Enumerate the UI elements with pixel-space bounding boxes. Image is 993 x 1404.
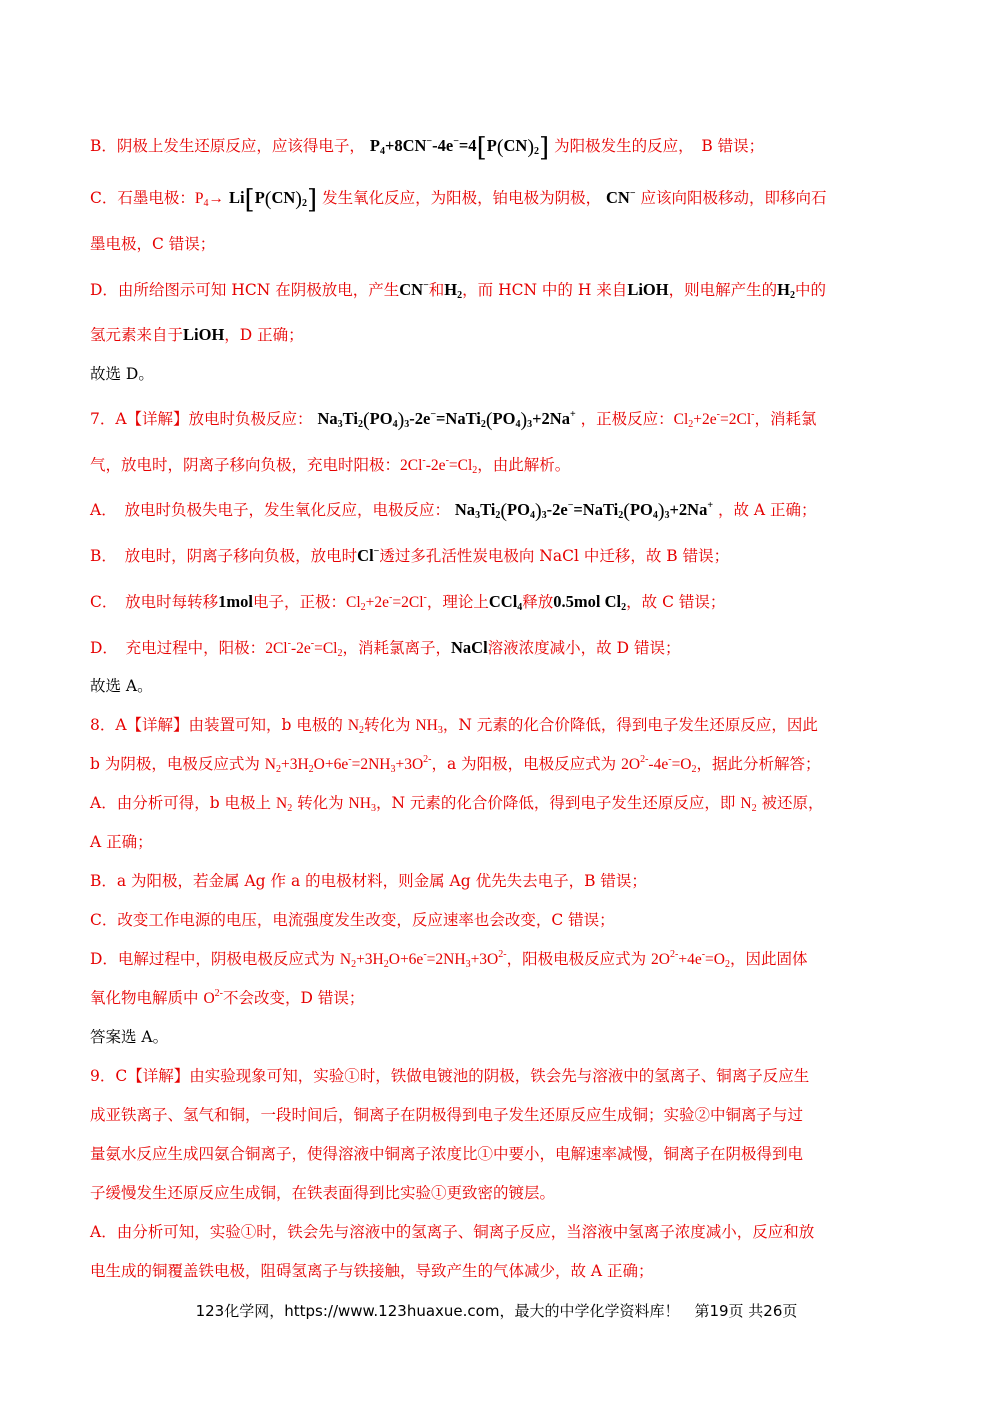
text-segment: D．由所给图示可知 HCN 在阴极放电，产生 bbox=[90, 281, 400, 299]
text-segment: ，则电解产生的 bbox=[668, 281, 778, 299]
answer-7d-line bbox=[90, 636, 911, 661]
text-line: 墨电极，C 错误； bbox=[90, 235, 216, 253]
text-segment: 发生氧化反应，为阳极，铂电极为阴极， bbox=[322, 189, 602, 207]
text-segment: 应该向阳极移动，即移向石 bbox=[640, 189, 827, 207]
answer-7a-line bbox=[90, 498, 911, 522]
formula-h2: $H_2$ bbox=[777, 280, 795, 301]
text-line: B．a 为阳极，若金属 Ag 作 a 的电极材料，则金属 Ag 优先失去电子，B 错误； bbox=[90, 872, 647, 890]
formula-lioh: LiOH bbox=[627, 280, 669, 299]
answer-8-line: 8．A【详解】由装置可知，b 电极的 $N_2$转化为 $NH_3$，N 元素的化合价降低，得到电子发生还原反应，因此 bbox=[90, 716, 818, 736]
answer-7-line bbox=[90, 407, 911, 432]
text-segment: 电子，正极：$Cl_2+2e^-=2Cl^-$，理论上 bbox=[252, 592, 489, 613]
formula-nacl: NaCl bbox=[450, 638, 488, 657]
answer-7b-line bbox=[90, 544, 911, 568]
answer-6d-line bbox=[90, 278, 911, 302]
text-line bbox=[90, 453, 911, 478]
text-line: 氧化物电解质中 $O^{2-}$不会改变，D 错误； bbox=[90, 988, 365, 1007]
text-segment: ，故 C 错误； bbox=[626, 593, 726, 611]
text-line: 子缓慢发生还原反应生成铜，在铁表面得到比实验①更致密的镀层。 bbox=[90, 1184, 556, 1202]
text-line: D．电解过程中，阴极电极反应式为 $N_2+3H_2O+6e^-=2NH_3+3O^{2-}$，阳极电极反应式为 $2O^{2-}+4e^-=O_2$，因此固体 bbox=[90, 949, 808, 970]
formula-cl2: 0.5mol $Cl_2$ bbox=[553, 592, 627, 613]
text-segment: ，故 A 正确； bbox=[718, 501, 817, 519]
formula-cn: CN− bbox=[399, 280, 429, 299]
text-segment: ，而 HCN 中的 H 来自 bbox=[462, 281, 628, 299]
formula-cl: Cl− bbox=[357, 546, 380, 565]
formula-p4-cn: $P_4+8CN^--4e^-=4[P(CN)_2]$ bbox=[369, 133, 550, 163]
formula-1mol: 1mol bbox=[218, 592, 253, 611]
formula-li-p-cn: $Li[P(CN)_2]$ bbox=[228, 185, 318, 215]
text-segment: 7．A【详解】放电时负极反应： bbox=[90, 410, 313, 428]
text-line: 故选 A。 bbox=[90, 677, 153, 695]
text-segment: ，D 正确； bbox=[224, 326, 304, 344]
text-segment: C． 放电时每转移 bbox=[90, 593, 219, 611]
text-line: 电生成的铜覆盖铁电极，阻碍氢离子与铁接触，导致产生的气体减少，故 A 正确； bbox=[90, 1262, 654, 1280]
page-footer: 123化学网，https://www.123huaxue.com，最大的中学化学资料库！ 第19页 共26页 bbox=[195, 1302, 798, 1320]
text-segment: 中的 bbox=[794, 281, 826, 299]
text-line: 故选 D。 bbox=[90, 365, 154, 383]
formula-cn: CN− bbox=[606, 188, 636, 207]
text-segment: ，正极反应：$Cl_2+2e^-=2Cl^-$，消耗氯 bbox=[580, 409, 817, 430]
text-segment: C．石墨电极：$P_4\to$ bbox=[90, 189, 224, 209]
text-segment: 为阳极发生的反应， B 错误； bbox=[554, 137, 765, 155]
formula-h2: $H_2$ bbox=[444, 280, 463, 301]
text-line: b 为阴极，电极反应式为 $N_2+3H_2O+6e^-=2NH_3+3O^{2-}$，a 为阳极，电极反应式为 $2O^{2-}-4e^-=O_2$，据此分析解答； bbox=[90, 754, 821, 775]
answer-7c-line bbox=[90, 590, 911, 615]
text-line: A．由分析可知，实验①时，铁会先与溶液中的氢离子、铜离子反应，当溶液中氢离子浓度减小，反应和放 bbox=[90, 1223, 815, 1241]
text-segment: 气，放电时，阴离子移向负极，充电时阳极：$2Cl^--2e^-=Cl_2$，由此解析。 bbox=[90, 455, 571, 476]
text-segment: B．阴极上发生还原反应，应该得电子， bbox=[90, 137, 365, 155]
text-line: 成亚铁离子、氢气和铜，一段时间后，铜离子在阴极得到电子发生还原反应生成铜；实验②中铜离子与过 bbox=[90, 1106, 804, 1124]
formula-nati-reaction: $Na_3Ti_2(PO_4)_3-2e^-=NaTi_2(PO_4)_3+2Na^+$ bbox=[454, 500, 714, 522]
text-line bbox=[90, 323, 911, 347]
text-line: 答案选 A。 bbox=[90, 1028, 169, 1046]
text-segment: 溶液浓度减小，故 D 错误； bbox=[487, 639, 681, 657]
answer-9-line: 9．C【详解】由实验现象可知，实验①时，铁做电镀池的阴极，铁会先与溶液中的氢离子、铜离子反应生 bbox=[90, 1067, 810, 1085]
text-line: C．改变工作电源的电压，电流强度发生改变，反应速率也会改变，C 错误； bbox=[90, 911, 615, 929]
text-segment: 和 bbox=[428, 281, 445, 299]
formula-ccl4: CCl$_4$ bbox=[488, 592, 523, 613]
text-segment: 释放 bbox=[522, 593, 554, 611]
formula-lioh: LiOH bbox=[183, 325, 225, 344]
text-segment: B． 放电时，阴离子移向负极，放电时 bbox=[90, 547, 358, 565]
text-segment: 透过多孔活性炭电极向 NaCl 中迁移，故 B 错误； bbox=[379, 547, 730, 565]
answer-6c-line bbox=[90, 185, 911, 215]
formula-nati-reaction: $Na_3Ti_2(PO_4)_3-2e^-=NaTi_2(PO_4)_3+2Na^+$ bbox=[317, 409, 576, 431]
text-line: A．由分析可得，b 电极上 $N_2$ 转化为 $NH_3$，N 元素的化合价降低，得到电子发生还原反应，即 $N_2$ 被还原， bbox=[90, 794, 824, 814]
text-line: A 正确； bbox=[90, 833, 153, 851]
text-segment: A． 放电时负极失电子，发生氧化反应，电极反应： bbox=[90, 501, 450, 519]
text-line: 量氨水反应生成四氨合铜离子，使得溶液中铜离子浓度比①中要小，电解速率减慢，铜离子在阴极得到电 bbox=[90, 1145, 804, 1163]
answer-6b-line bbox=[90, 133, 911, 163]
text-segment: D． 充电过程中，阳极：$2Cl^--2e^-=Cl_2$，消耗氯离子， bbox=[90, 638, 451, 659]
text-segment: 氢元素来自于 bbox=[90, 326, 184, 344]
